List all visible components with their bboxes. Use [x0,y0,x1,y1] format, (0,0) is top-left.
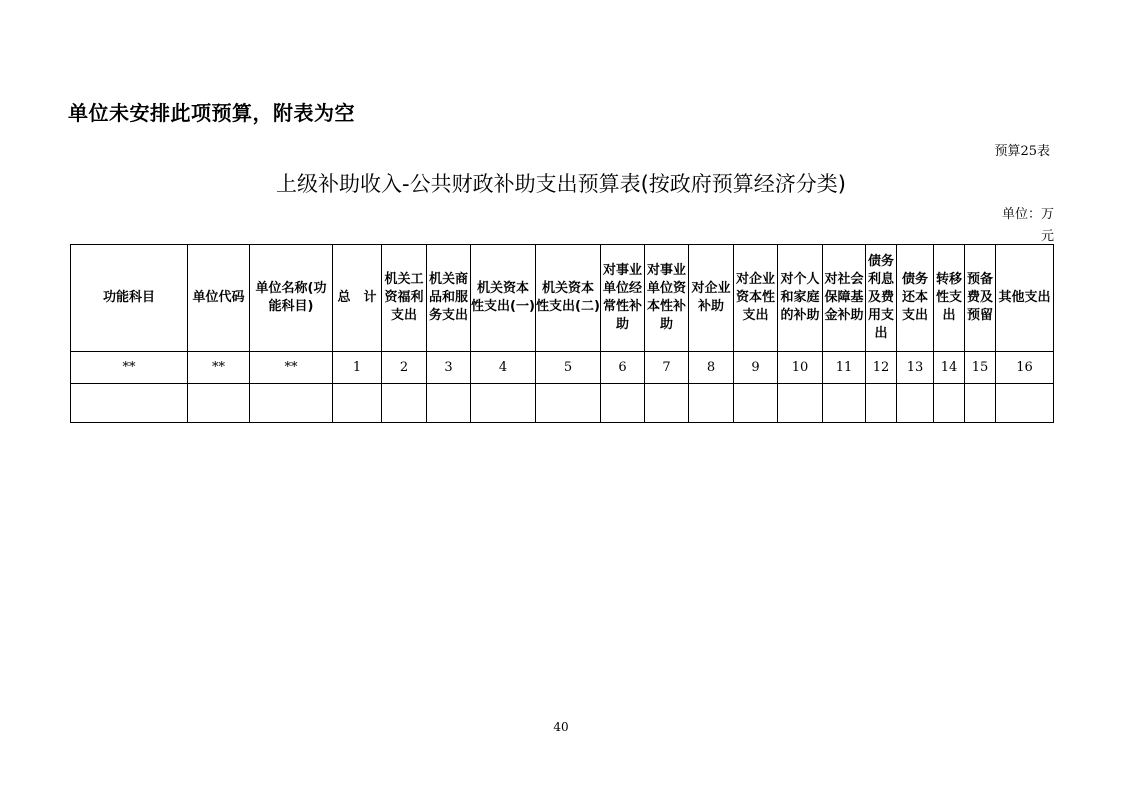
index-row [71,352,1054,384]
col-header-capital-2: 机关资本性支出(二) [536,245,601,352]
table-cell: ** [71,352,188,384]
col-header-wages-welfare: 机关工资福利支出 [382,245,427,352]
empty-cell [382,384,427,423]
budget-table [70,244,1054,423]
empty-cell [866,384,897,423]
empty-cell [689,384,734,423]
table-cell: 8 [689,352,734,384]
table-cell: 16 [996,352,1054,384]
col-header-reserve: 预备费及预留 [965,245,996,352]
unit-label-line2: 元 [1040,229,1054,244]
table-cell: 13 [897,352,934,384]
col-header-goods-services: 机关商品和服务支出 [427,245,471,352]
unit-label-line1: 单位：万 [1001,207,1054,222]
empty-cell [734,384,778,423]
col-header-enterprise-capital: 对企业资本性支出 [734,245,778,352]
table-number: 预算25表 [994,144,1050,159]
table-cell: 2 [382,352,427,384]
table-cell: 4 [471,352,536,384]
empty-cell [536,384,601,423]
empty-cell [427,384,471,423]
empty-cell [471,384,536,423]
col-header-other: 其他支出 [996,245,1054,352]
unit-label [998,204,1054,248]
empty-cell [934,384,965,423]
col-header-unit-name: 单位名称(功能科目) [250,245,333,352]
table-cell: 9 [734,352,778,384]
table-cell: 14 [934,352,965,384]
col-header-function-subject: 功能科目 [71,245,188,352]
table-cell: 12 [866,352,897,384]
empty-data-row [71,384,1054,423]
col-header-enterprise-subsidy: 对企业补助 [689,245,734,352]
empty-cell [778,384,823,423]
empty-cell [823,384,866,423]
empty-cell [897,384,934,423]
empty-cell [250,384,333,423]
col-header-capital-1: 机关资本性支出(一) [471,245,536,352]
table-cell: ** [250,352,333,384]
empty-cell [333,384,382,423]
col-header-debt-interest: 债务利息及费用支出 [866,245,897,352]
col-header-transfer: 转移性支出 [934,245,965,352]
empty-cell [996,384,1054,423]
table-cell: ** [188,352,250,384]
header-row [71,245,1054,352]
col-header-public-unit-capital: 对事业单位资本性补助 [645,245,689,352]
table-cell: 3 [427,352,471,384]
page-number: 40 [553,720,569,734]
table-cell: 15 [965,352,996,384]
empty-budget-note: 单位未安排此项预算，附表为空 [68,101,355,125]
empty-cell [645,384,689,423]
col-header-unit-code: 单位代码 [188,245,250,352]
table-title: 上级补助收入-公共财政补助支出预算表(按政府预算经济分类) [276,172,846,196]
empty-cell [601,384,645,423]
table-cell: 6 [601,352,645,384]
empty-cell [188,384,250,423]
col-header-social-security: 对社会保障基金补助 [823,245,866,352]
table-cell: 11 [823,352,866,384]
table-cell: 5 [536,352,601,384]
table-cell: 10 [778,352,823,384]
table-cell: 7 [645,352,689,384]
col-header-debt-principal: 债务还本支出 [897,245,934,352]
table-cell: 1 [333,352,382,384]
col-header-total: 总 计 [333,245,382,352]
empty-cell [71,384,188,423]
col-header-household-subsidy: 对个人和家庭的补助 [778,245,823,352]
empty-cell [965,384,996,423]
col-header-public-unit-recurrent: 对事业单位经常性补助 [601,245,645,352]
